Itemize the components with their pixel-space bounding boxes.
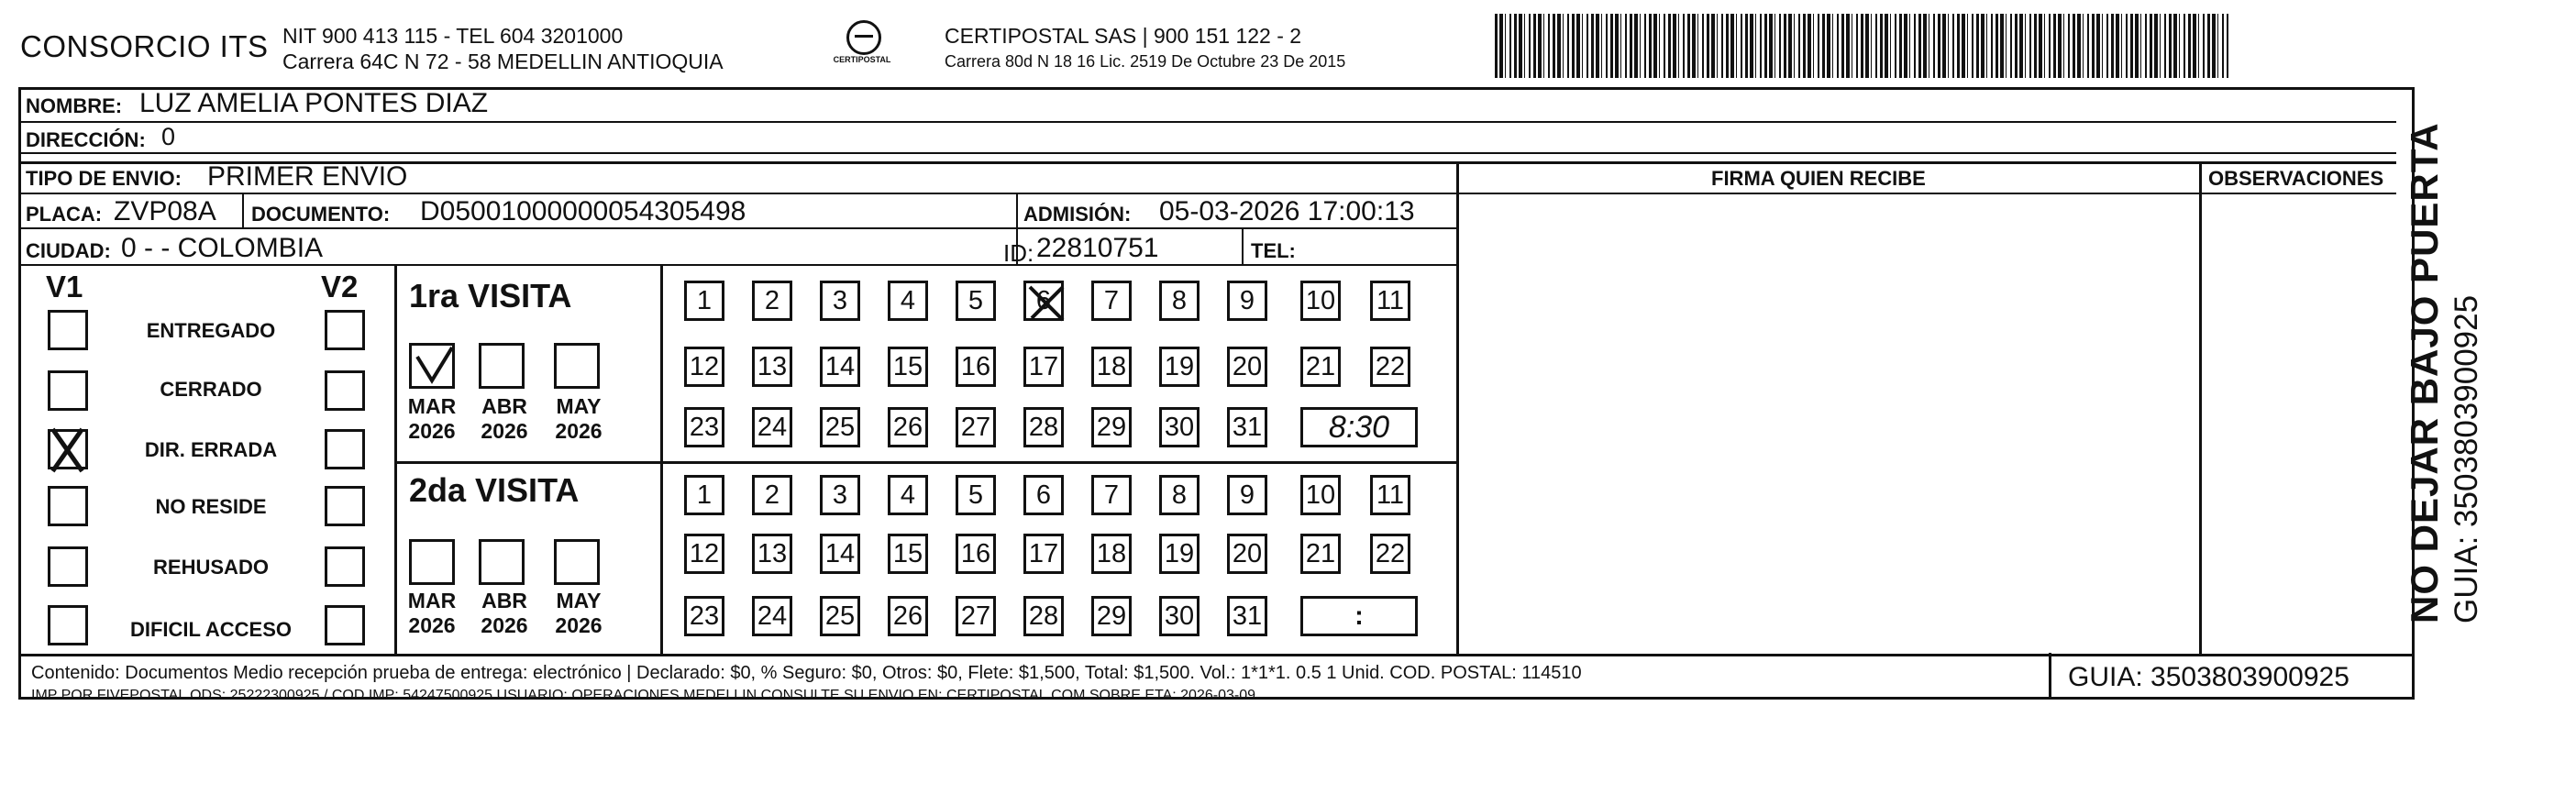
v1-day-16[interactable]: 16 xyxy=(956,347,996,387)
status-entregado: ENTREGADO xyxy=(146,319,276,342)
v2-day-7[interactable]: 7 xyxy=(1091,475,1132,515)
id-value: 22810751 xyxy=(1036,233,1159,263)
v2-day-30[interactable]: 30 xyxy=(1159,596,1200,636)
visita2-abr-checkbox[interactable] xyxy=(479,539,525,585)
divider xyxy=(2199,161,2202,655)
v1-day-23[interactable]: 23 xyxy=(684,407,724,447)
v1-day-27[interactable]: 27 xyxy=(956,407,996,447)
v2-day-4[interactable]: 4 xyxy=(888,475,928,515)
visita1-month-abr xyxy=(472,394,536,444)
visita2-month-abr xyxy=(472,589,536,638)
v2-entregado-checkbox[interactable] xyxy=(325,310,365,350)
v1-dificil-acceso-checkbox[interactable] xyxy=(48,605,88,645)
v2-day-23[interactable]: 23 xyxy=(684,596,724,636)
divider xyxy=(394,264,397,655)
logo-text: CERTIPOSTAL xyxy=(833,55,891,64)
v1-day-3[interactable]: 3 xyxy=(820,281,860,321)
logo-icon xyxy=(846,20,881,55)
tipo-envio-label: TIPO DE ENVIO: xyxy=(26,167,182,190)
visita2-title: 2da VISITA xyxy=(409,471,580,509)
divider xyxy=(660,264,663,655)
v1-day-17[interactable]: 17 xyxy=(1023,347,1064,387)
company-name: CONSORCIO ITS xyxy=(20,29,269,63)
month-year: 2026 xyxy=(555,613,603,637)
month-year: 2026 xyxy=(481,419,528,443)
v2-day-19[interactable]: 19 xyxy=(1159,534,1200,574)
divider xyxy=(18,227,1456,229)
id-label: ID: xyxy=(1003,239,1034,267)
v1-day-9[interactable]: 9 xyxy=(1227,281,1267,321)
v2-day-22[interactable]: 22 xyxy=(1370,534,1410,574)
v1-day-25[interactable]: 25 xyxy=(820,407,860,447)
v1-cerrado-checkbox[interactable] xyxy=(48,370,88,411)
v2-day-24[interactable]: 24 xyxy=(752,596,792,636)
v1-day-1[interactable]: 1 xyxy=(684,281,724,321)
v1-day-2[interactable]: 2 xyxy=(752,281,792,321)
v2-day-11[interactable]: 11 xyxy=(1370,475,1410,515)
direccion-label: DIRECCIÓN: xyxy=(26,128,146,151)
v1-entregado-checkbox[interactable] xyxy=(48,310,88,350)
month-name: MAR xyxy=(407,394,457,418)
v2-day-6[interactable]: 6 xyxy=(1023,475,1064,515)
visita1-abr-checkbox[interactable] xyxy=(479,343,525,389)
tel-label: TEL: xyxy=(1251,239,1296,262)
v1-day-31[interactable]: 31 xyxy=(1227,407,1267,447)
certipostal-line: CERTIPOSTAL SAS | 900 151 122 - 2 xyxy=(945,24,1302,48)
visita1-title: 1ra VISITA xyxy=(409,277,572,314)
month-name: MAY xyxy=(556,589,602,612)
visita1-month-may xyxy=(547,394,611,444)
v1-day-28[interactable]: 28 xyxy=(1023,407,1064,447)
observaciones-label: OBSERVACIONES xyxy=(2208,167,2384,190)
divider xyxy=(18,121,2396,123)
nit-line: NIT 900 413 115 - TEL 604 3201000 xyxy=(282,24,624,48)
month-year: 2026 xyxy=(481,613,528,637)
v1-day-22[interactable]: 22 xyxy=(1370,347,1410,387)
v2-label: V2 xyxy=(321,270,359,303)
checkmark-icon xyxy=(414,346,454,386)
v1-day-7[interactable]: 7 xyxy=(1091,281,1132,321)
status-no-reside: NO RESIDE xyxy=(155,495,267,518)
v2-day-5[interactable]: 5 xyxy=(956,475,996,515)
divider xyxy=(1456,161,1459,655)
divider xyxy=(242,194,244,229)
admision-value: 05-03-2026 17:00:13 xyxy=(1159,196,1415,226)
v1-day-29[interactable]: 29 xyxy=(1091,407,1132,447)
v2-rehusado-checkbox[interactable] xyxy=(325,546,365,587)
certipostal-logo xyxy=(830,20,894,72)
certipostal-info xyxy=(945,23,1345,74)
v1-day-12[interactable]: 12 xyxy=(684,347,724,387)
nombre-value: LUZ AMELIA PONTES DIAZ xyxy=(139,88,489,118)
v2-day-13[interactable]: 13 xyxy=(752,534,792,574)
divider xyxy=(18,264,1456,266)
v1-day-6[interactable]: 6 xyxy=(1023,281,1064,321)
nombre-label: NOMBRE: xyxy=(26,94,123,117)
company-info xyxy=(282,23,724,74)
ciudad-value: 0 - - COLOMBIA xyxy=(121,233,324,263)
tipo-envio-value: PRIMER ENVIO xyxy=(207,161,408,192)
v1-day-5[interactable]: 5 xyxy=(956,281,996,321)
status-dir-errada: DIR. ERRADA xyxy=(144,438,278,461)
month-name: MAR xyxy=(407,589,457,612)
month-name: MAY xyxy=(556,394,602,418)
cross-mark-icon xyxy=(45,426,93,474)
address-line: Carrera 64C N 72 - 58 MEDELLIN ANTIOQUIA xyxy=(282,50,724,73)
v1-day-14[interactable]: 14 xyxy=(820,347,860,387)
v2-day-17[interactable]: 17 xyxy=(1023,534,1064,574)
v1-day-21[interactable]: 21 xyxy=(1300,347,1341,387)
v1-day-20[interactable]: 20 xyxy=(1227,347,1267,387)
visita1-time-field[interactable]: 8:30 xyxy=(1300,407,1418,447)
v2-day-20[interactable]: 20 xyxy=(1227,534,1267,574)
visita2-month-mar xyxy=(400,589,464,638)
status-dificil-acceso: DIFICIL ACCESO xyxy=(129,618,292,641)
visita2-may-checkbox[interactable] xyxy=(554,539,600,585)
v2-day-31[interactable]: 31 xyxy=(1227,596,1267,636)
v1-label: V1 xyxy=(46,270,83,303)
v1-day-26[interactable]: 26 xyxy=(888,407,928,447)
v2-day-18[interactable]: 18 xyxy=(1091,534,1132,574)
v1-day-18[interactable]: 18 xyxy=(1091,347,1132,387)
firma-label: FIRMA QUIEN RECIBE xyxy=(1711,167,1926,190)
content-summary: Contenido: Documentos Medio recepción prueba de entrega: electrónico | Declarado: $0, % Seguro: $0, Otros: $0, Flete: $1,500, Total: $1,500. Vol.: 1*1*1. 0.5 1 Unid. COD. POSTAL: 114510 xyxy=(31,663,1582,683)
v1-dir-errada-checkbox[interactable] xyxy=(48,429,88,469)
v2-day-27[interactable]: 27 xyxy=(956,596,996,636)
month-name: ABR xyxy=(481,589,527,612)
divider xyxy=(18,152,2396,154)
v2-day-8[interactable]: 8 xyxy=(1159,475,1200,515)
v2-day-14[interactable]: 14 xyxy=(820,534,860,574)
certipostal-address: Carrera 80d N 18 16 Lic. 2519 De Octubre 23 De 2015 xyxy=(945,52,1346,71)
admision-label: ADMISIÓN: xyxy=(1023,203,1132,226)
v1-day-13[interactable]: 13 xyxy=(752,347,792,387)
v1-day-15[interactable]: 15 xyxy=(888,347,928,387)
v1-day-19[interactable]: 19 xyxy=(1159,347,1200,387)
ciudad-label: CIUDAD: xyxy=(26,239,111,262)
guia-number: GUIA: 3503803900925 xyxy=(2049,653,2414,699)
v1-day-4[interactable]: 4 xyxy=(888,281,928,321)
v2-day-25[interactable]: 25 xyxy=(820,596,860,636)
v2-day-1[interactable]: 1 xyxy=(684,475,724,515)
v2-dir-errada-checkbox[interactable] xyxy=(325,429,365,469)
v1-day-30[interactable]: 30 xyxy=(1159,407,1200,447)
v1-day-24[interactable]: 24 xyxy=(752,407,792,447)
documento-value: D050010000000543054​98 xyxy=(420,196,746,226)
v1-day-8[interactable]: 8 xyxy=(1159,281,1200,321)
v2-day-9[interactable]: 9 xyxy=(1227,475,1267,515)
direccion-value: 0 xyxy=(161,123,176,150)
status-cerrado: CERRADO xyxy=(160,378,262,401)
month-year: 2026 xyxy=(555,419,603,443)
month-name: ABR xyxy=(481,394,527,418)
status-rehusado: REHUSADO xyxy=(153,556,269,579)
visita2-mar-checkbox[interactable] xyxy=(409,539,455,585)
v2-day-2[interactable]: 2 xyxy=(752,475,792,515)
v1-rehusado-checkbox[interactable] xyxy=(48,546,88,587)
placa-value: ZVP08A xyxy=(114,196,216,226)
visita2-time-field[interactable]: : xyxy=(1300,596,1418,636)
visita1-may-checkbox[interactable] xyxy=(554,343,600,389)
v1-day-10[interactable]: 10 xyxy=(1300,281,1341,321)
v1-day-11[interactable]: 11 xyxy=(1370,281,1410,321)
v2-day-21[interactable]: 21 xyxy=(1300,534,1341,574)
no-dejar-notice: NO DEJAR BAJO PUERTA xyxy=(2403,122,2446,623)
divider xyxy=(18,193,2396,194)
vertical-guia: GUIA: 3503803900925 xyxy=(2449,294,2484,623)
visita2-month-may xyxy=(547,589,611,638)
month-year: 2026 xyxy=(408,613,456,637)
documento-label: DOCUMENTO: xyxy=(251,203,391,226)
v2-dificil-acceso-checkbox[interactable] xyxy=(325,605,365,645)
cross-mark-icon xyxy=(1026,283,1067,324)
v2-day-12[interactable]: 12 xyxy=(684,534,724,574)
v2-cerrado-checkbox[interactable] xyxy=(325,370,365,411)
barcode xyxy=(1495,14,2228,78)
v2-day-16[interactable]: 16 xyxy=(956,534,996,574)
v1-no-reside-checkbox[interactable] xyxy=(48,486,88,526)
visita1-month-mar xyxy=(400,394,464,444)
divider xyxy=(1242,229,1244,264)
vertical-notice xyxy=(2403,122,2485,623)
month-year: 2026 xyxy=(408,419,456,443)
v2-day-10[interactable]: 10 xyxy=(1300,475,1341,515)
v2-day-29[interactable]: 29 xyxy=(1091,596,1132,636)
divider xyxy=(394,461,1456,464)
print-info: IMP POR FIVEPOSTAL ODS: 25222300925 / COD.IMP: 54247500925 USUARIO: OPERACIONES MEDELLIN CONSULTE SU ENVIO EN: CERTIPOSTAL.COM SOBRE ETA: 2026-03-09 xyxy=(31,688,1255,703)
v2-day-15[interactable]: 15 xyxy=(888,534,928,574)
visita1-mar-checkbox[interactable] xyxy=(409,343,455,389)
placa-label: PLACA: xyxy=(26,203,103,226)
v2-day-3[interactable]: 3 xyxy=(820,475,860,515)
v2-day-26[interactable]: 26 xyxy=(888,596,928,636)
v2-no-reside-checkbox[interactable] xyxy=(325,486,365,526)
v2-day-28[interactable]: 28 xyxy=(1023,596,1064,636)
